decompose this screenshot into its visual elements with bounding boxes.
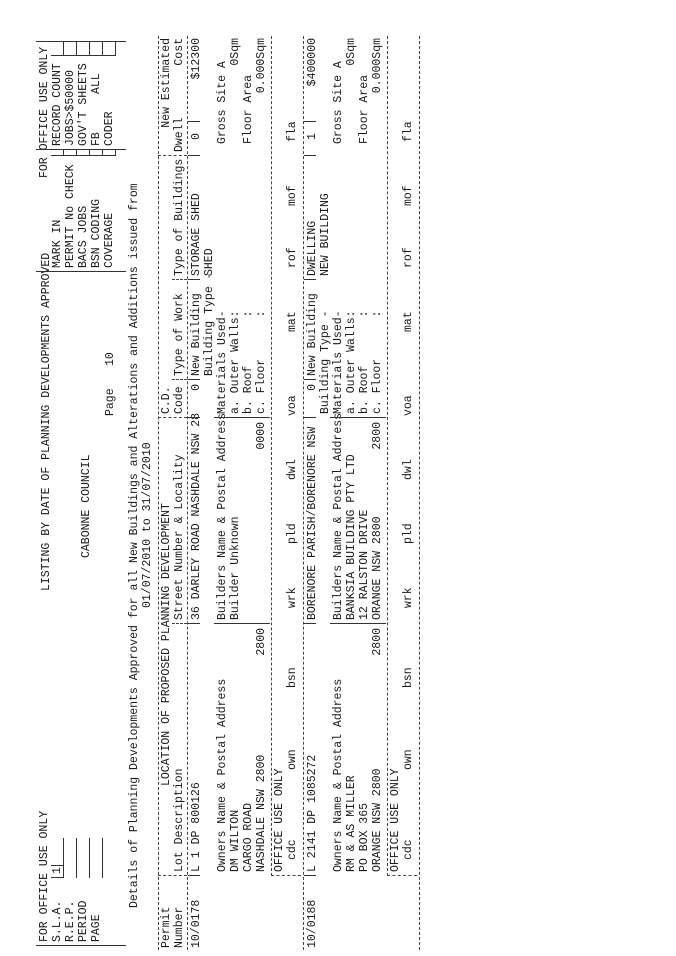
record-1-code-cdc: cdc xyxy=(286,839,299,860)
record-2-code-fla: fla xyxy=(402,121,415,142)
office-right-bacs-jobs: BACS JOBS xyxy=(77,205,90,268)
record-1-code-mat: mat xyxy=(286,311,299,332)
office-right-bsn-coding: BSN CODING xyxy=(90,198,103,268)
record-2-owner-line-1: PO BOX 365 xyxy=(358,802,371,872)
record-1-code-wrk: wrk xyxy=(286,587,299,608)
record-1-builder-line-0: Builder Unknown xyxy=(229,516,242,620)
col-cd-2: Code xyxy=(173,386,186,414)
record-2-code-mat: mat xyxy=(402,311,415,332)
record-1-owner-line-1: CARGO ROAD xyxy=(242,802,255,872)
record-2-code-voa: voa xyxy=(402,395,415,416)
record-2-builder-line-0: BANKSIA BUILDING PTY LTD xyxy=(345,454,358,620)
record-1-lot: L 1 DP 800126 xyxy=(190,782,203,872)
record-1-permit: 10/0178 xyxy=(190,899,203,948)
record-2-owner-line-0: RM & AS MILLER xyxy=(345,775,358,872)
office-right-fb: FB xyxy=(90,132,103,146)
record-1-office-use: OFFICE USE ONLY xyxy=(273,768,286,872)
record-2-materials-1: Materials Used- xyxy=(332,310,345,414)
record-1-cd-code: 0 xyxy=(190,384,203,391)
record-2-builders-label: Builders Name & Postal Address xyxy=(332,412,345,620)
record-2-floor-area: Floor Area xyxy=(358,74,371,144)
record-2-owners-label: Owners Name & Postal Address xyxy=(332,678,345,872)
record-1-floor-value: 0.000Sqm xyxy=(255,38,268,94)
record-2-code-dwl: dwl xyxy=(402,459,415,480)
col-type-of-buildings: Type of Buildings xyxy=(173,158,186,276)
col-permit-2: Number xyxy=(173,906,186,948)
record-2-permit: 10/0188 xyxy=(306,899,319,948)
record-1-materials-4: c. Floor : xyxy=(255,310,268,414)
record-1-cost: $12300 xyxy=(190,38,203,80)
col-location-title: LOCATION OF PROPOSED PLANNING DEVELOPMENT xyxy=(160,503,173,786)
details-line-1: Details of Planning Developments Approved for all New Buildings and Alterations and Additions issued from xyxy=(128,183,141,908)
record-1-owner-line-2: NASHDALE NSW 2800 xyxy=(255,754,268,872)
record-1-materials-2: a. Outer Walls: xyxy=(229,310,242,414)
col-cost: Cost xyxy=(173,38,186,66)
record-2-cd-code: 0 xyxy=(306,384,319,391)
col-type-of-work: Type of Work xyxy=(173,293,186,376)
page-label: Page xyxy=(104,388,117,416)
record-1-code-mof: mof xyxy=(286,185,299,206)
record-2-office-use: OFFICE USE ONLY xyxy=(389,768,402,872)
record-2-builder-postcode: 2800 xyxy=(371,422,384,450)
col-dwell: Dwell xyxy=(173,117,186,152)
record-2-gross-site: Gross Site A xyxy=(332,61,345,144)
record-1-owner-line-0: DM WILTON xyxy=(229,809,242,872)
record-2-owner-postcode: 2800 xyxy=(371,628,384,656)
record-2-owner-line-2: ORANGE NSW 2800 xyxy=(371,768,384,872)
record-1-code-voa: voa xyxy=(286,395,299,416)
record-2-site-area: 0Sqm xyxy=(345,38,358,66)
office-left-title: FOR OFFICE USE ONLY xyxy=(38,810,51,942)
record-1-gross-site: Gross Site A xyxy=(216,61,229,144)
office-left-row-page: PAGE xyxy=(90,914,103,942)
record-1-code-bsn: bsn xyxy=(286,667,299,688)
record-1-code-rof: rof xyxy=(286,247,299,268)
office-left-row-rep: R.E.P. xyxy=(64,900,77,942)
record-2-builder-line-1: 12 RALSTON DRIVE xyxy=(358,509,371,620)
details-line-2: 01/07/2010 to 31/07/2010 xyxy=(141,442,154,608)
record-2-code-mof: mof xyxy=(402,185,415,206)
page-number: 10 xyxy=(104,352,117,366)
record-1-builders-label: Builders Name & Postal Address xyxy=(216,412,229,620)
office-right-mark-in: MARK IN xyxy=(51,219,64,268)
office-right-coder: CODER xyxy=(103,111,116,146)
col-cd-1: C.D. xyxy=(160,386,173,414)
record-1-code-pld: pld xyxy=(286,523,299,544)
record-2-materials-4: c. Floor : xyxy=(371,310,384,414)
record-2-street: BORENORE PARISH/BORENORE NSW xyxy=(306,426,319,620)
record-2-builder-line-2: ORANGE NSW 2800 xyxy=(371,516,384,620)
record-2-building-type: DWELLING xyxy=(306,220,319,276)
record-2-dwell: 1 xyxy=(306,133,319,140)
record-2-lot: L 2141 DP 1085272 xyxy=(306,754,319,872)
office-right-jobs-50000: JOBS>$50000 xyxy=(64,70,77,146)
office-left-sla-value: 1 xyxy=(51,867,64,874)
office-right-record-count: RECORD COUNT xyxy=(51,63,64,146)
record-1-building-sub: SHED xyxy=(203,248,216,276)
record-2-code-bsn: bsn xyxy=(402,667,415,688)
record-1-materials-0: Building Type - xyxy=(203,272,216,376)
record-1-owners-label: Owners Name & Postal Address xyxy=(216,678,229,872)
record-1-work-type: New Building xyxy=(190,293,203,376)
record-2-work-type: New Building xyxy=(306,293,319,376)
record-2-code-pld: pld xyxy=(402,523,415,544)
office-right-permit-check: PERMIT No CHECK xyxy=(64,164,77,268)
record-1-site-area: 0Sqm xyxy=(229,38,242,66)
record-1-dwell: 0 xyxy=(190,133,203,140)
office-left-row-sla: S.L.A. xyxy=(51,900,64,942)
record-1-materials-3: b. Roof : xyxy=(242,310,255,414)
report-title: LISTING BY DATE OF PLANNING DEVELOPMENTS APPROVED xyxy=(40,252,53,591)
record-2-materials-0: Building Type - xyxy=(319,310,332,414)
record-1-materials-1: Materials Used- xyxy=(216,310,229,414)
office-right-coverage: COVERAGE xyxy=(103,212,116,268)
record-1-code-dwl: dwl xyxy=(286,459,299,480)
record-1-street: 36 DARLEY ROAD NASHDALE NSW 28 xyxy=(190,412,203,620)
record-2-materials-2: a. Outer Walls: xyxy=(345,310,358,414)
record-1-owner-postcode: 2800 xyxy=(255,628,268,656)
office-right-govt-sheets: GOV'T SHEETS xyxy=(77,63,90,146)
council-name: CABONNE COUNCIL xyxy=(80,454,93,558)
col-street: Street Number & Locality xyxy=(173,454,186,620)
office-right-title: FOR OFFICE USE ONLY xyxy=(38,46,51,178)
office-right-fb-value: ALL xyxy=(90,73,103,94)
col-lot-description: Lot Description xyxy=(173,768,186,872)
record-2-cost: $400000 xyxy=(306,38,319,87)
record-1-code-fla: fla xyxy=(286,121,299,142)
col-new-estimated: New Estimated xyxy=(160,38,173,128)
record-2-floor-value: 0.000Sqm xyxy=(371,38,384,94)
record-2-code-rof: rof xyxy=(402,247,415,268)
office-left-row-period: PERIOD xyxy=(77,900,90,942)
record-2-code-own: own xyxy=(402,749,415,770)
col-permit-1: Permit xyxy=(160,906,173,948)
record-1-floor-area: Floor Area xyxy=(242,74,255,144)
record-1-building-type: STORAGE SHED xyxy=(190,193,203,276)
record-2-building-sub: NEW BUILDING xyxy=(319,193,332,276)
record-2-code-cdc: cdc xyxy=(402,839,415,860)
record-1-code-own: own xyxy=(286,749,299,770)
record-2-materials-3: b. Roof : xyxy=(358,310,371,414)
record-1-builder-postcode: 0000 xyxy=(255,422,268,450)
record-2-code-wrk: wrk xyxy=(402,587,415,608)
